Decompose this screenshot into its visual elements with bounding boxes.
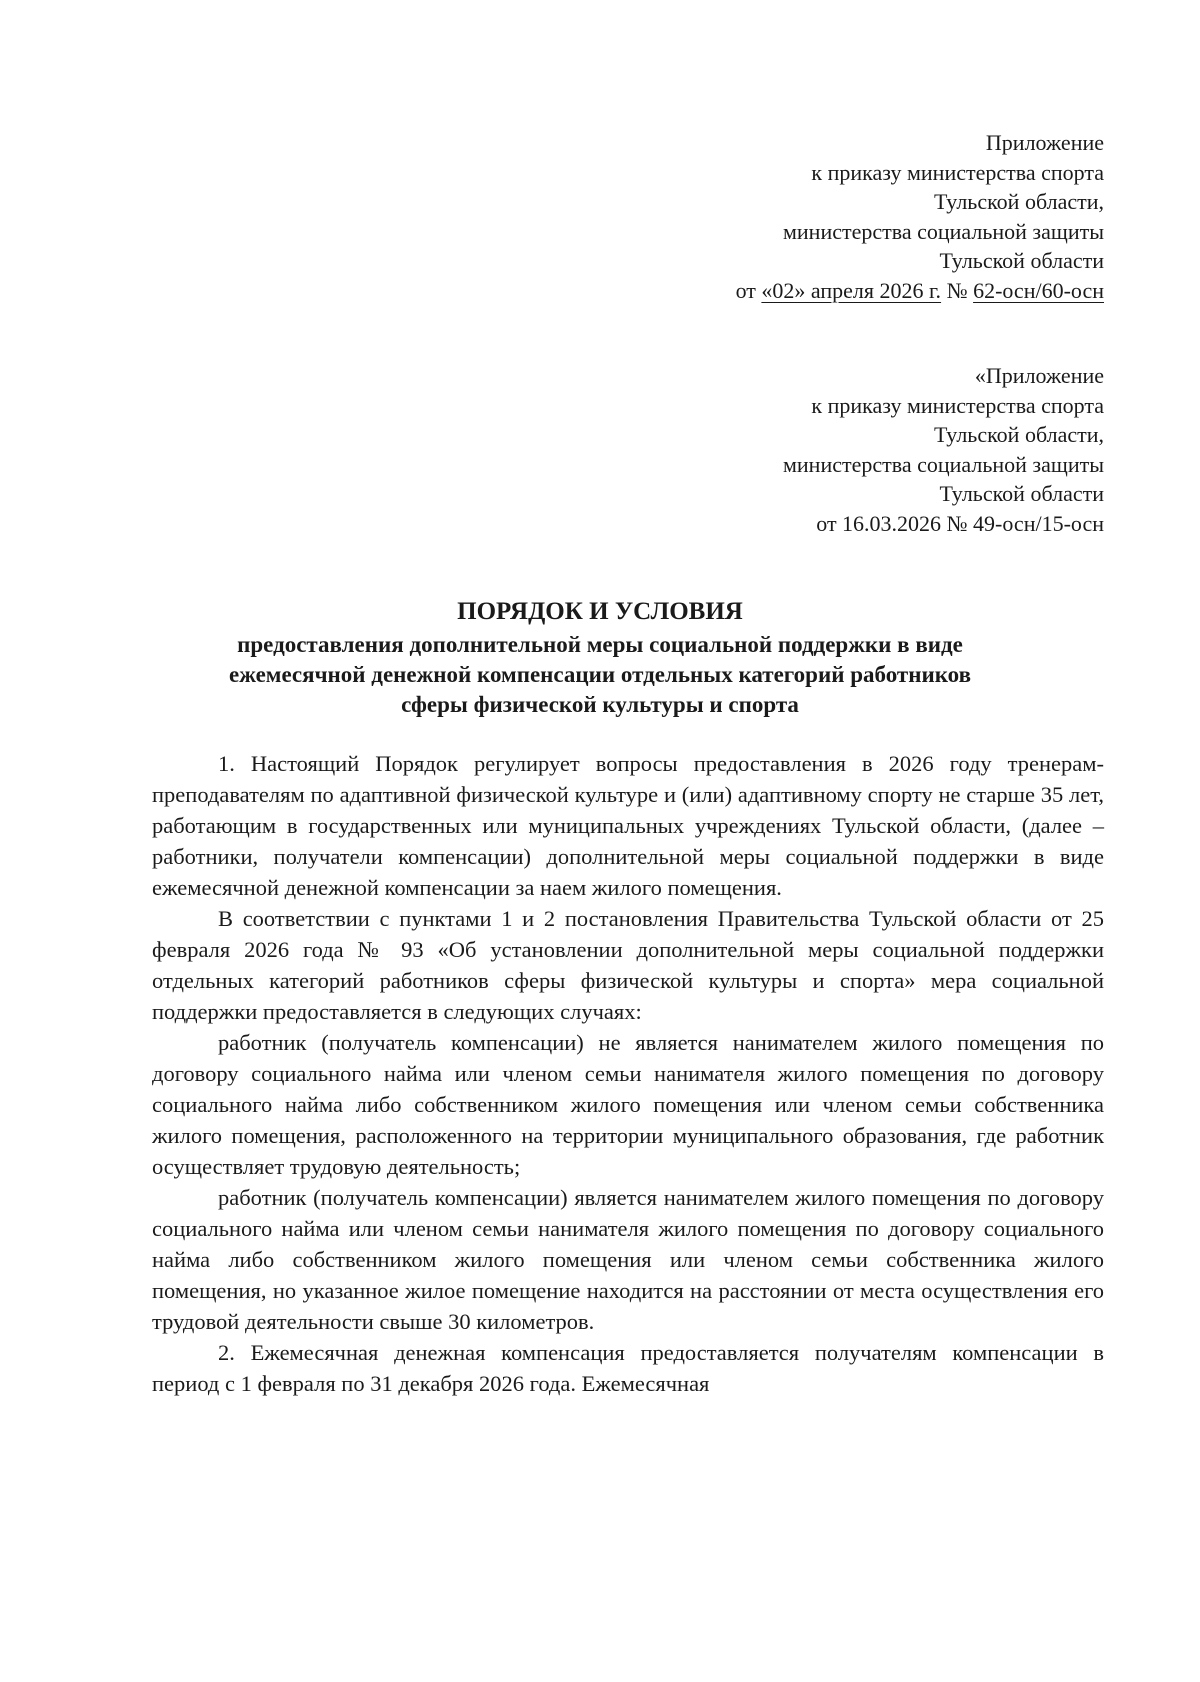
approval-date-line: от 16.03.2026 № 49-осн/15-осн <box>816 510 1104 536</box>
approval-line: к приказу министерства спорта <box>811 159 1104 185</box>
paragraph: работник (получатель компенсации) является нанимателем жилого помещения по договору социального найма или членом семьи нанимателя жилого помещения по договору социального найма либо собственником жилого помещения или членом семьи собственника жилого помещения, но указанное жилое помещение находится на расстоянии от места осуществления его трудовой деятельности свыше 30 километров. <box>152 1185 1104 1334</box>
title-subtitle-line: ежемесячной денежной компенсации отдельных категорий работников <box>228 662 972 687</box>
document-body <box>152 748 1104 1399</box>
approval-block-current <box>736 128 1104 306</box>
approval-line: Тульской области <box>939 481 1104 507</box>
approval-line: «Приложение <box>974 363 1104 388</box>
approval-block-previous <box>783 361 1104 539</box>
approval-number: 62-осн/60-осн <box>973 277 1104 303</box>
approval-line: к приказу министерства спорта <box>811 392 1104 418</box>
approval-line: Тульской области, <box>933 422 1104 448</box>
approval-line: министерства социальной защиты <box>782 218 1104 244</box>
approval-line: Приложение <box>985 130 1104 155</box>
paragraph: 2. Ежемесячная денежная компенсация предоставляется получателям компенсации в период с 1 февраля по 31 декабря 2026 года. Ежемесячная <box>152 1340 1104 1396</box>
approval-date-line <box>736 276 1104 306</box>
approval-date-prefix: от <box>735 277 762 303</box>
approval-line: Тульской области <box>939 248 1104 274</box>
approval-line: Тульской области, <box>933 189 1104 215</box>
title-main: ПОРЯДОК И УСЛОВИЯ <box>457 598 743 625</box>
document-title <box>120 596 1080 720</box>
title-subtitle-line: сферы физической культуры и спорта <box>401 692 799 717</box>
paragraph: работник (получатель компенсации) не является нанимателем жилого помещения по договору социального найма или членом семьи нанимателя жилого помещения по договору социального найма либо собственником жилого помещения или членом семьи собственника жилого помещения, расположенного на территории муниципального образования, где работник осуществляет трудовую деятельность; <box>152 1030 1104 1179</box>
approval-date: «02» апреля 2026 г. <box>761 277 942 303</box>
approval-line: министерства социальной защиты <box>782 451 1104 477</box>
title-subtitle-line: предоставления дополнительной меры социальной поддержки в виде <box>237 632 963 657</box>
paragraph: В соответствии с пунктами 1 и 2 постановления Правительства Тульской области от 25 февраля 2026 года № 93 «Об установлении дополнительной меры социальной поддержки отдельных категорий работников сферы физической культуры и спорта» мера социальной поддержки предоставляется в следующих случаях: <box>152 906 1104 1024</box>
approval-number-prefix: № <box>941 277 974 303</box>
paragraph: 1. Настоящий Порядок регулирует вопросы предоставления в 2026 году тренерам-преподавателям по адаптивной физической культуре и (или) адаптивному спорту не старше 35 лет, работающим в государственных или муниципальных учреждениях Тульской области, (далее – работники, получатели компенсации) дополнительной меры социальной поддержки в виде ежемесячной денежной компенсации за наем жилого помещения. <box>152 751 1104 900</box>
